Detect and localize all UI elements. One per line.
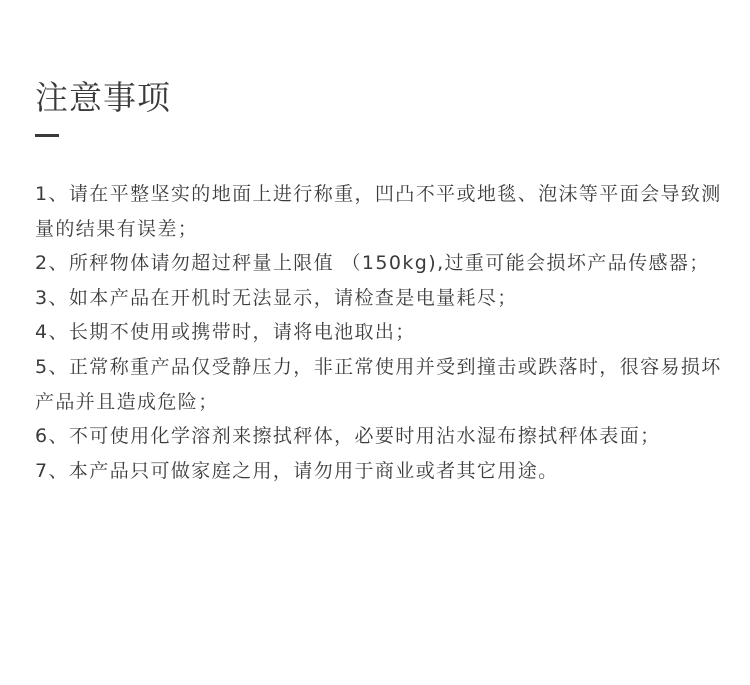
notice-item-4: 4、长期不使用或携带时，请将电池取出； (35, 321, 416, 344)
notice-item-5: 5、正常称重产品仅受静压力，非正常使用并受到撞击或跌落时，很容易损坏产品并且造成危险； (35, 355, 722, 413)
title-underline (35, 134, 59, 137)
notice-section (35, 78, 725, 488)
notice-item-2: 2、所秤物体请勿超过秤量上限值 （150kg),过重可能会损坏产品传感器； (35, 252, 710, 275)
notice-title: 注意事项 (35, 78, 171, 117)
notice-item-3: 3、如本产品在开机时无法显示，请检查是电量耗尽； (35, 286, 518, 309)
notice-list (35, 177, 725, 488)
notice-item-6: 6、不可使用化学溶剂来擦拭秤体，必要时用沾水湿布擦拭秤体表面； (35, 425, 661, 448)
notice-item-1: 1、请在平整坚实的地面上进行称重，凹凸不平或地毯、泡沫等平面会导致测量的结果有误差； (35, 183, 722, 240)
notice-item-7: 7、本产品只可做家庭之用，请勿用于商业或者其它用途。 (35, 459, 559, 482)
